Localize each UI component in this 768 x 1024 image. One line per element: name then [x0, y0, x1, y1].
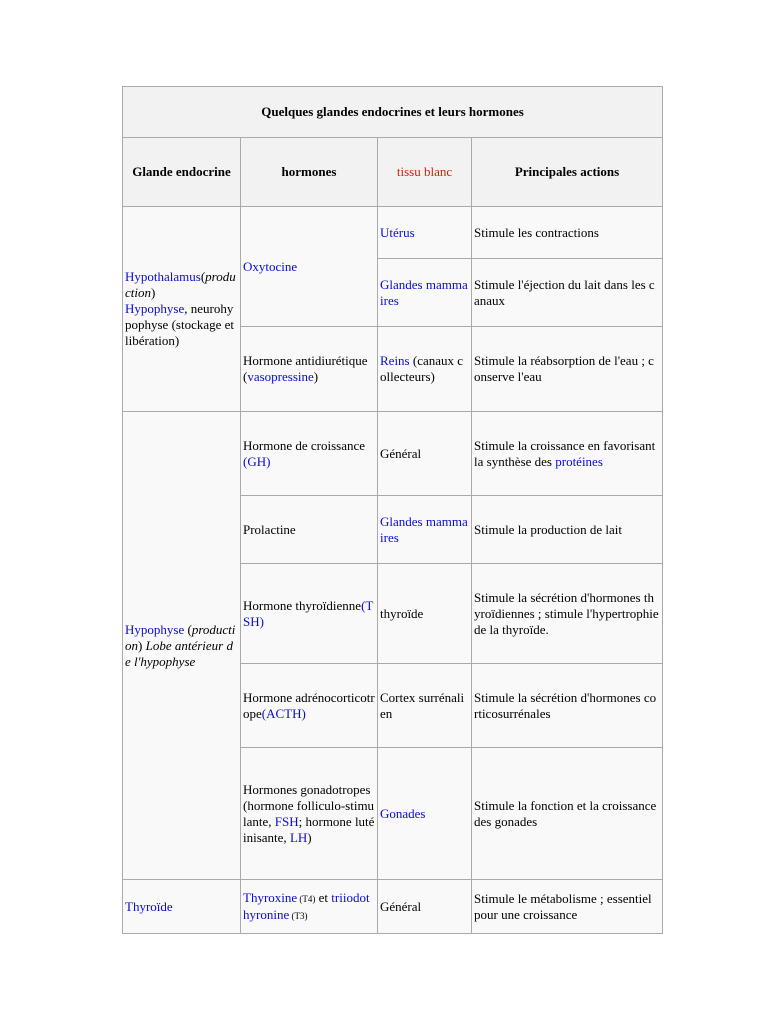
action-gonado-cell: Stimule la fonction et la croissance des gonades	[472, 748, 663, 880]
paren-open: (	[200, 269, 206, 284]
production-italic-2: production	[125, 621, 236, 653]
hormone-tsh-cell	[241, 564, 378, 664]
proteines-link[interactable]: protéines	[555, 453, 603, 469]
target-general-cell: Général	[378, 412, 472, 496]
hormone-acth-cell	[241, 664, 378, 748]
hormone-gonadotropes-cell	[241, 748, 378, 880]
uterus-link[interactable]: Utérus	[380, 224, 415, 240]
table-caption: Quelques glandes endocrines et leurs hormones	[123, 87, 663, 138]
gh-action-text: Stimule la croissance en favorisant la synthèse des	[474, 437, 656, 469]
gonades-link[interactable]: Gonades	[380, 805, 426, 821]
gh-text: Hormone de croissance	[243, 437, 366, 453]
target-reins-cell	[378, 327, 472, 412]
hypophyse-link-2[interactable]: Hypophyse	[125, 621, 185, 637]
target-glandes-mammaires-cell-2	[378, 496, 472, 564]
hormone-thyroxine-cell	[241, 880, 378, 934]
target-uterus-cell	[378, 207, 472, 259]
acth-text: Hormone adrénocorticotrope	[243, 689, 375, 721]
target-general-cell-2: Général	[378, 880, 472, 934]
hormone-oxytocine-cell	[241, 207, 378, 327]
target-thyroide-cell: thyroïde	[378, 564, 472, 664]
t4-label: (T4)	[297, 893, 316, 904]
action-gh-cell	[472, 412, 663, 496]
gonado-close: )	[307, 829, 312, 845]
fsh-link[interactable]: FSH	[274, 813, 299, 829]
hormone-gh-cell	[241, 412, 378, 496]
gh-link[interactable]: (GH)	[243, 453, 271, 469]
action-prolactine-cell: Stimule la production de lait	[472, 496, 663, 564]
thyroide-link[interactable]: Thyroïde	[125, 898, 173, 914]
lh-link[interactable]: LH	[289, 829, 308, 845]
acth-link[interactable]: (ACTH)	[261, 705, 306, 721]
tsh-text: Hormone thyroïdienne	[243, 597, 362, 613]
hypothalamus-link[interactable]: Hypothalamus	[125, 269, 201, 284]
vasopressine-link[interactable]: vasopressine	[247, 369, 314, 384]
glandes-mammaires-link-2[interactable]: Glandes mammaires	[380, 513, 468, 545]
action-uterus-cell: Stimule les contractions	[472, 207, 663, 259]
neurohypophyse-text: , neurohypophyse (stockage et libération)	[125, 301, 235, 348]
gland-hypothalamus-cell	[123, 207, 241, 412]
reins-link[interactable]: Reins	[380, 353, 410, 368]
gland-hypophyse-cell	[123, 412, 241, 880]
paren-close-2: )	[138, 637, 143, 653]
hypophyse-link[interactable]: Hypophyse	[125, 301, 185, 316]
tsh-link[interactable]: (TSH)	[243, 597, 374, 629]
adh-text: Hormone antidiurétique(	[243, 353, 368, 384]
action-acth-cell: Stimule la sécrétion d'hormones corticosurrénales	[472, 664, 663, 748]
hormones-table-wrapper	[122, 86, 662, 934]
reins-text: (canaux collecteurs)	[380, 353, 464, 384]
adh-close: )	[313, 369, 319, 384]
target-gonades-cell	[378, 748, 472, 880]
t3-label: (T3)	[289, 910, 308, 921]
paren-close: )	[151, 285, 156, 300]
target-glandes-mammaires-cell	[378, 259, 472, 327]
production-italic: production	[125, 269, 236, 300]
action-ejection-cell: Stimule l'éjection du lait dans les canaux	[472, 259, 663, 327]
triiodothyronine-link[interactable]: triiodothyronine	[243, 889, 370, 922]
action-reins-cell: Stimule la réabsorption de l'eau ; conserve l'eau	[472, 327, 663, 412]
endocrine-glands-table	[122, 86, 663, 934]
hormone-adh-cell	[241, 327, 378, 412]
hormone-prolactine-cell: Prolactine	[241, 496, 378, 564]
header-hormones: hormones	[241, 138, 378, 207]
header-glande: Glande endocrine	[123, 138, 241, 207]
paren-open-2: (	[184, 621, 192, 637]
thyroxine-link[interactable]: Thyroxine	[243, 889, 298, 905]
et-text: et	[315, 889, 332, 905]
lobe-anterieur-italic: Lobe antérieur de l'hypophyse	[125, 637, 233, 669]
glandes-mammaires-link[interactable]: Glandes mammaires	[380, 276, 468, 308]
target-cortex-cell: Cortex surrénalien	[378, 664, 472, 748]
gonado-text-1: Hormones gonadotropes (hormone folliculo-stimulante,	[243, 781, 375, 829]
header-actions: Principales actions	[472, 138, 663, 207]
action-tsh-cell: Stimule la sécrétion d'hormones thyroïdiennes ; stimule l'hypertrophie de la thyroïde.	[472, 564, 663, 664]
gonado-text-2: ; hormone lutéinisante,	[243, 813, 375, 845]
gland-thyroide-cell	[123, 880, 241, 934]
header-tissu: tissu blanc	[378, 138, 472, 207]
action-thyroxine-cell: Stimule le métabolisme ; essentiel pour une croissance	[472, 880, 663, 934]
oxytocine-link[interactable]: Oxytocine	[243, 258, 298, 274]
